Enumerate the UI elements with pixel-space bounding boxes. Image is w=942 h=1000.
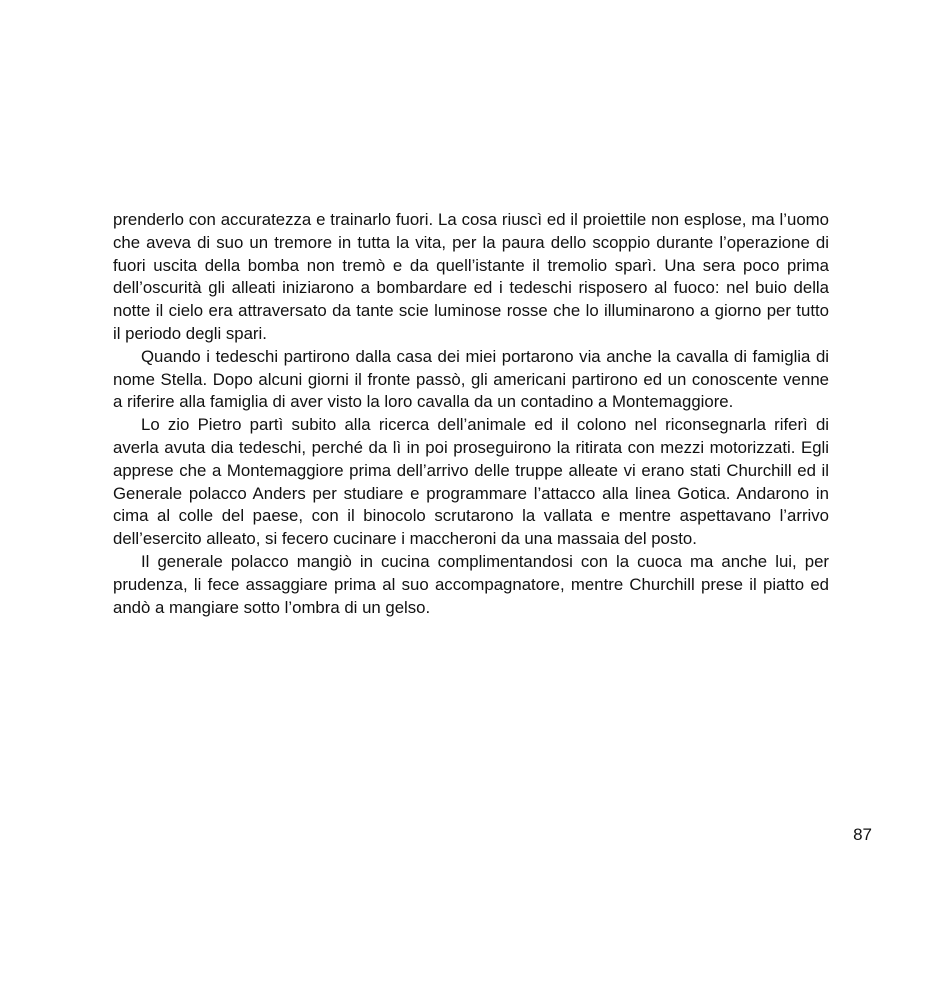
page-number: 87	[853, 825, 872, 844]
paragraph-4: Il generale polacco mangiò in cucina complimentandosi con la cuoca ma anche lui, per prudenza, li fece assaggiare prima al suo accompagnatore, mentre Churchill prese il piatto ed andò a mangiare sotto l’ombra di un gelso.	[113, 551, 829, 617]
body-text	[113, 209, 829, 619]
paragraph-2: Quando i tedeschi partirono dalla casa dei miei portarono via anche la cavalla di famiglia di nome Stella. Dopo alcuni giorni il fronte passò, gli americani partirono ed un conoscente venne a riferire alla famiglia di aver visto la loro cavalla da un contadino a Montemaggiore.	[113, 346, 829, 412]
paragraph-1: prenderlo con accuratezza e trainarlo fuori. La cosa riuscì ed il proiettile non esplose, ma l’uomo che aveva di suo un tremore in tutta la vita, per la paura dello scoppio durante l’operazione di fuori uscita della bomba non tremò e da quell’istante il tremolio sparì. Una sera poco prima dell’oscurità gli alleati iniziarono a bombardare ed i tedeschi risposero al fuoco: nel buio della notte il cielo era attraversato da tante scie luminose rosse che lo illuminarono a giorno per tutto il periodo degli spari.	[113, 210, 829, 343]
paragraph-3: Lo zio Pietro partì subito alla ricerca dell’animale ed il colono nel riconsegnarla riferì di averla avuta dia tedeschi, perché da lì in poi proseguirono la ritirata con mezzi motorizzati. Egli apprese che a Montemaggiore prima dell’arrivo delle truppe alleate vi erano stati Churchill ed il Generale polacco Anders per studiare e programmare l’attacco alla linea Gotica. Andarono in cima al colle del paese, con il binocolo scrutarono la vallata e mentre aspettavano l’arrivo dell’esercito alleato, si fecero cucinare i maccheroni da una massaia del posto.	[113, 415, 829, 549]
